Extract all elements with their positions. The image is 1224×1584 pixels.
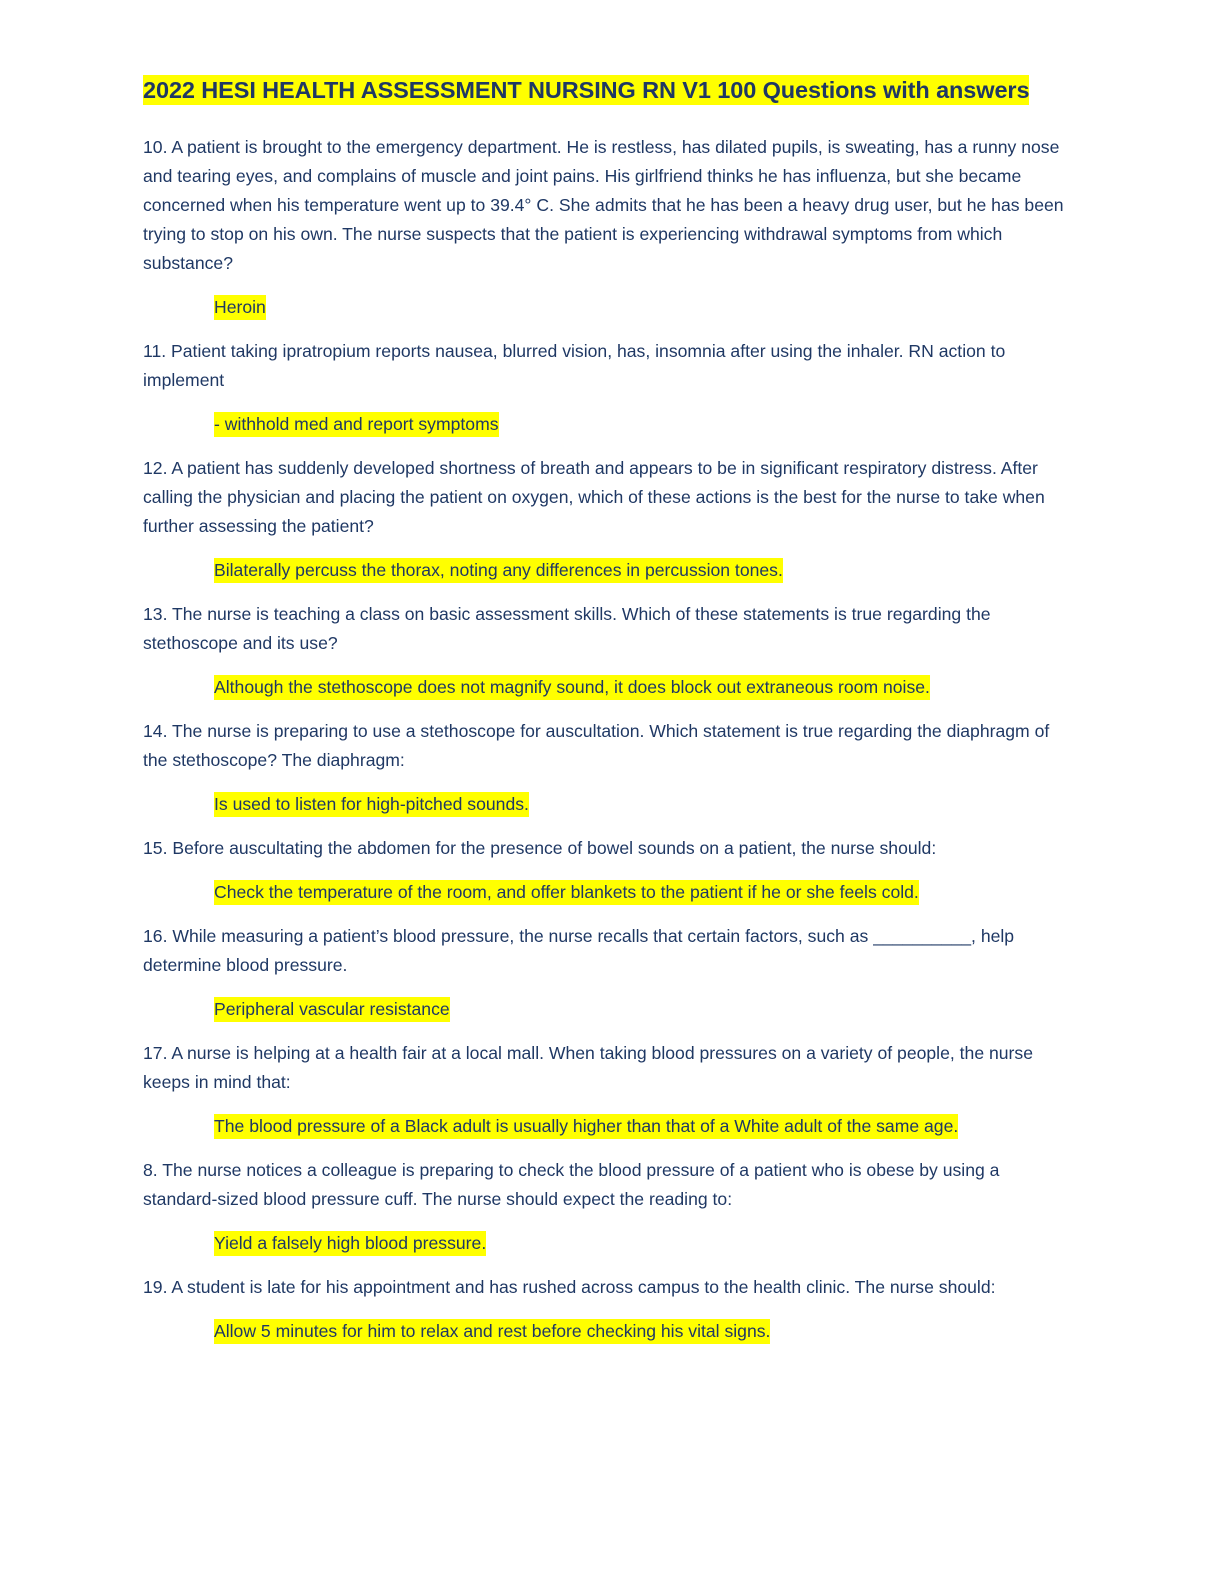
qa-item-16 [143, 922, 1073, 1024]
answer-highlight: Heroin [214, 295, 266, 320]
document-page [143, 72, 1073, 1361]
answer-text [214, 878, 1073, 907]
answer-text [214, 556, 1073, 585]
qa-item-13 [143, 600, 1073, 702]
question-text: 15. Before auscultating the abdomen for the presence of bowel sounds on a patient, the nurse should: [143, 838, 937, 858]
document-title-text: 2022 HESI HEALTH ASSESSMENT NURSING RN V1 100 Questions with answers [143, 77, 1030, 103]
question-text: 10. A patient is brought to the emergency department. He is restless, has dilated pupils, is sweating, has a runny nose and tearing eyes, and complains of muscle and joint pains. His girlfriend thinks he has influenza, but she became concerned when his temperature went up to 39.4° C. She admits that he has been a heavy drug user, but he has been trying to stop on his own. The nurse suspects that the patient is experiencing withdrawal symptoms from which substance? [143, 137, 1064, 273]
qa-item-19 [143, 1273, 1073, 1346]
document-title [143, 72, 1073, 108]
qa-item-12 [143, 454, 1073, 585]
question-text: 12. A patient has suddenly developed shortness of breath and appears to be in significant respiratory distress. After calling the physician and placing the patient on oxygen, which of these actions is the best for the nurse to take when further assessing the patient? [143, 458, 1045, 536]
answer-highlight: Bilaterally percuss the thorax, noting any differences in percussion tones. [214, 558, 783, 583]
answer-highlight: Although the stethoscope does not magnify sound, it does block out extraneous room noise. [214, 675, 930, 700]
answer-highlight: Peripheral vascular resistance [214, 997, 450, 1022]
answer-highlight: Is used to listen for high-pitched sounds. [214, 792, 529, 817]
answer-text [214, 1112, 1073, 1141]
answer-highlight: Allow 5 minutes for him to relax and rest before checking his vital signs. [214, 1319, 770, 1344]
qa-item-10 [143, 133, 1073, 322]
answer-text [214, 673, 1073, 702]
qa-item-17 [143, 1039, 1073, 1141]
question-text: 8. The nurse notices a colleague is preparing to check the blood pressure of a patient who is obese by using a standard-sized blood pressure cuff. The nurse should expect the reading to: [143, 1160, 1000, 1209]
answer-highlight: - withhold med and report symptoms [214, 412, 499, 437]
answer-highlight: Yield a falsely high blood pressure. [214, 1231, 486, 1256]
answer-text [214, 995, 1073, 1024]
question-text: 14. The nurse is preparing to use a stethoscope for auscultation. Which statement is true regarding the diaphragm of the stethoscope? The diaphragm: [143, 721, 1050, 770]
qa-item-14 [143, 717, 1073, 819]
answer-text [214, 790, 1073, 819]
answer-highlight: The blood pressure of a Black adult is usually higher than that of a White adult of the same age. [214, 1114, 958, 1139]
qa-item-8 [143, 1156, 1073, 1258]
question-text: 16. While measuring a patient’s blood pressure, the nurse recalls that certain factors, such as __________, help determine blood pressure. [143, 926, 1015, 975]
question-text: 17. A nurse is helping at a health fair at a local mall. When taking blood pressures on a variety of people, the nurse keeps in mind that: [143, 1043, 1033, 1092]
question-text: 19. A student is late for his appointment and has rushed across campus to the health clinic. The nurse should: [143, 1277, 996, 1297]
qa-item-11 [143, 337, 1073, 439]
answer-text [214, 1229, 1073, 1258]
qa-item-15 [143, 834, 1073, 907]
answer-text [214, 410, 1073, 439]
question-text: 11. Patient taking ipratropium reports nausea, blurred vision, has, insomnia after using the inhaler. RN action to implement [143, 341, 1006, 390]
answer-text [214, 1317, 1073, 1346]
answer-highlight: Check the temperature of the room, and offer blankets to the patient if he or she feels cold. [214, 880, 919, 905]
question-text: 13. The nurse is teaching a class on basic assessment skills. Which of these statements is true regarding the stethoscope and its use? [143, 604, 991, 653]
answer-text [214, 293, 1073, 322]
